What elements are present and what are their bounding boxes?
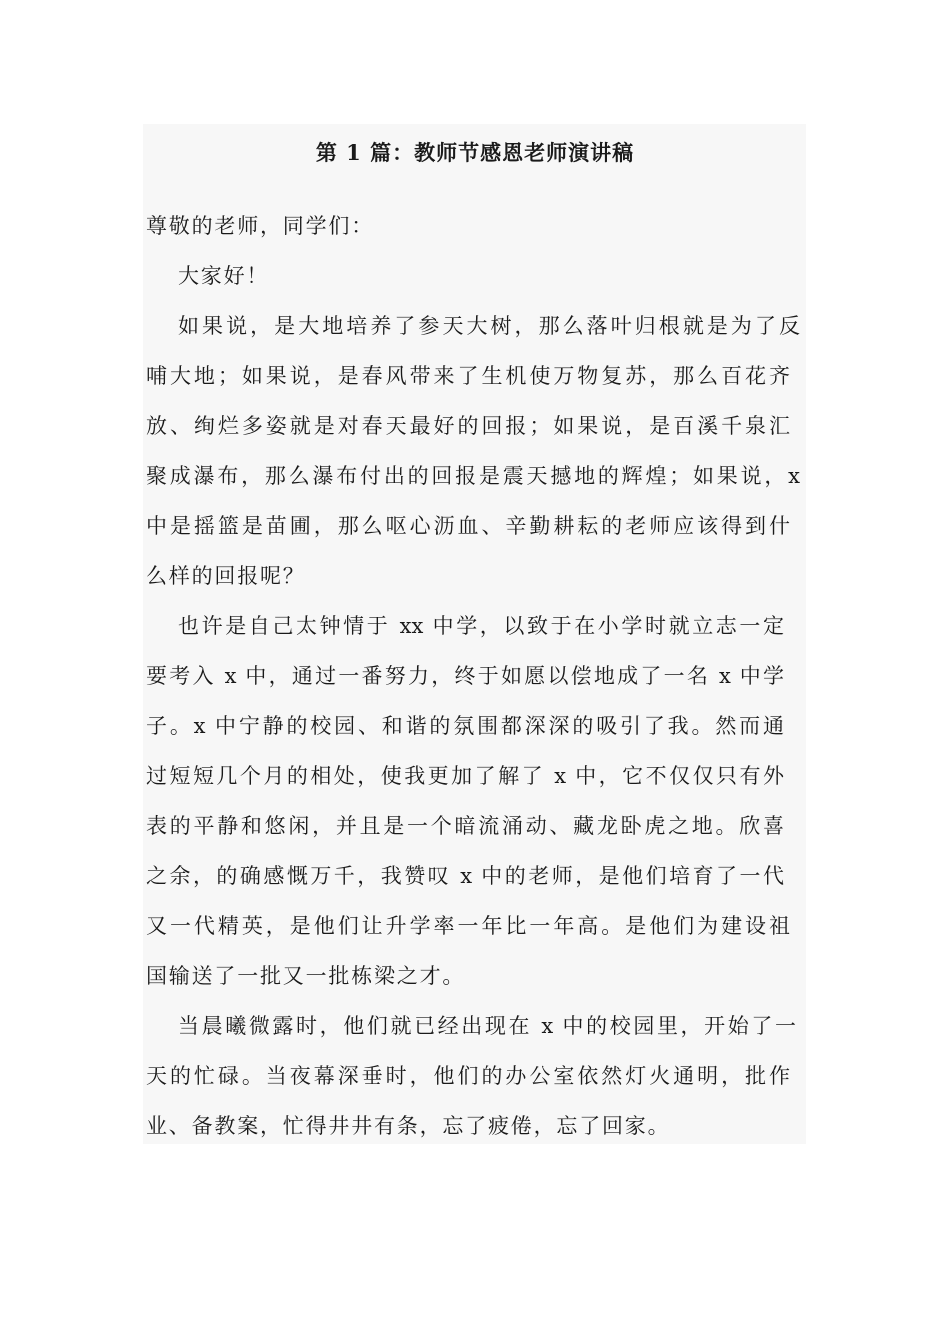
paragraph-line: 如果说，是大地培养了参天大树，那么落叶归根就是为了反 [178, 314, 800, 338]
paragraph-line: 之余，的确感慨万千，我赞叹 x 中的老师，是他们培育了一代 [146, 864, 784, 888]
paragraph-line: 放、绚烂多姿就是对春天最好的回报；如果说，是百溪千泉汇 [146, 414, 790, 438]
paragraph-line: 么样的回报呢？ [146, 564, 306, 588]
paragraph-line: 当晨曦微露时，他们就已经出现在 x 中的校园里，开始了一 [178, 1014, 796, 1038]
document-title: 第 1 篇：教师节感恩老师演讲稿 [315, 140, 635, 165]
paragraph-line: 过短短几个月的相处，使我更加了解了 x 中，它不仅仅只有外 [146, 764, 784, 788]
paragraph-line: 哺大地；如果说，是春风带来了生机使万物复苏，那么百花齐 [146, 364, 790, 388]
paragraph-line: 天的忙碌。当夜幕深垂时，他们的办公室依然灯火通明，批作 [146, 1064, 790, 1088]
salutation-line: 尊敬的老师，同学们： [146, 214, 374, 238]
paragraph-line: 表的平静和悠闲，并且是一个暗流涌动、藏龙卧虎之地。欣喜 [146, 814, 784, 838]
paragraph-line: 中是摇篮是苗圃，那么呕心沥血、辛勤耕耘的老师应该得到什 [146, 514, 790, 538]
paragraph-line: 又一代精英，是他们让升学率一年比一年高。是他们为建设祖 [146, 914, 790, 938]
paragraph-line: 国输送了一批又一批栋梁之才。 [146, 964, 466, 988]
paragraph-line: 子。x 中宁静的校园、和谐的氛围都深深的吸引了我。然而通 [146, 714, 784, 738]
paragraph-line: 聚成瀑布，那么瀑布付出的回报是震天撼地的辉煌；如果说，x [146, 464, 800, 488]
paragraph-line: 要考入 x 中，通过一番努力，终于如愿以偿地成了一名 x 中学 [146, 664, 784, 688]
paragraph-line: 也许是自己太钟情于 xx 中学，以致于在小学时就立志一定 [178, 614, 784, 638]
greeting-line: 大家好！ [178, 264, 270, 288]
paragraph-line: 业、备教案，忙得井井有条，忘了疲倦，忘了回家。 [146, 1114, 671, 1138]
